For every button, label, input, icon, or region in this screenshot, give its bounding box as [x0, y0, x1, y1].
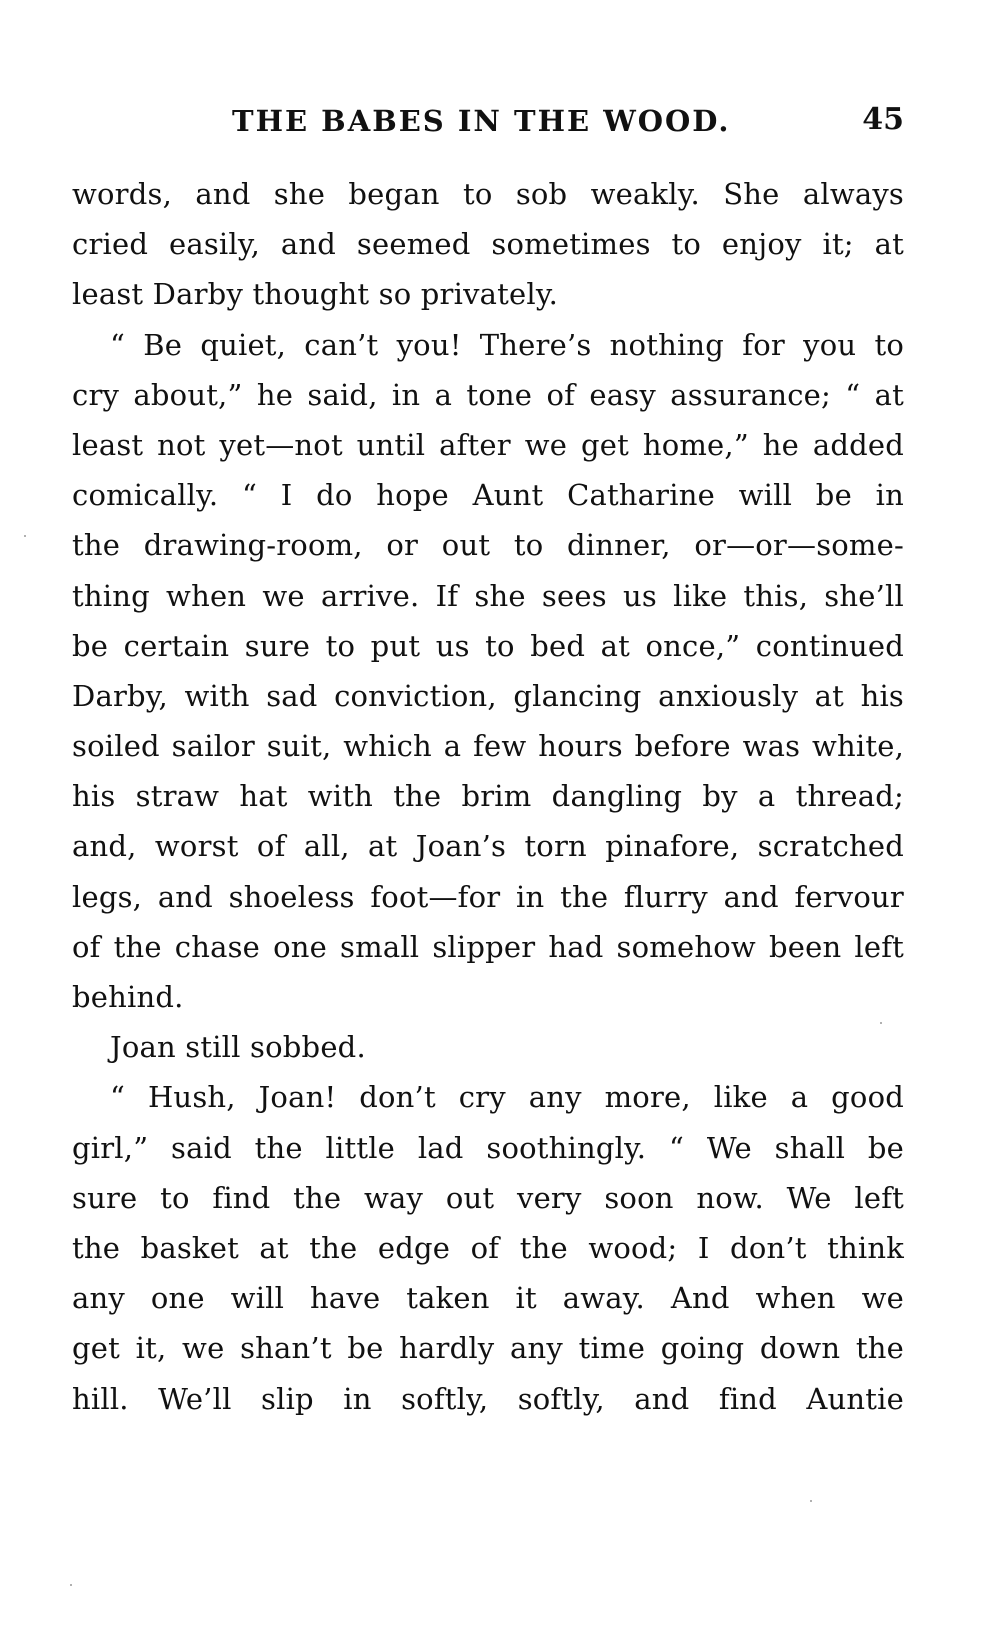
text-line: soiled sailor suit, which a few hours before was white,	[72, 729, 904, 764]
paper-speck	[70, 1584, 72, 1586]
text-line: words, and she began to sob weakly. She always	[72, 177, 904, 211]
paper-speck	[810, 1500, 812, 1502]
text-line: least not yet—not until after we get home,” he added	[72, 427, 904, 462]
running-title: THE BABES IN THE WOOD.	[232, 104, 731, 138]
body-text	[72, 169, 904, 1424]
text-line: “ Be quiet, can’t you! There’s nothing for you to	[110, 327, 904, 362]
text-line: be certain sure to put us to bed at once,” continued	[72, 628, 904, 663]
page-number: 45	[862, 102, 904, 137]
text-line: his straw hat with the brim dangling by a thread;	[72, 779, 904, 814]
text-line: thing when we arrive. If she sees us like this, she’ll	[72, 578, 904, 613]
text-line: least Darby thought so privately.	[72, 277, 559, 312]
running-head	[72, 100, 904, 144]
text-line: of the chase one small slipper had somehow been left	[72, 929, 904, 964]
text-line: any one will have taken it away. And when we	[72, 1281, 904, 1316]
text-line: cried easily, and seemed sometimes to enjoy it; at	[72, 227, 904, 262]
paper-speck	[880, 1022, 882, 1024]
text-line: the drawing-room, or out to dinner, or—or—some-	[72, 528, 904, 563]
text-line: the basket at the edge of the wood; I don’t think	[72, 1230, 904, 1265]
text-line: Joan still sobbed.	[110, 1030, 366, 1065]
paper-speck	[24, 535, 26, 537]
text-line: behind.	[72, 980, 184, 1014]
text-line: hill. We’ll slip in softly, softly, and find Auntie	[72, 1381, 904, 1416]
text-line: get it, we shan’t be hardly any time going down the	[72, 1331, 904, 1366]
text-line: cry about,” he said, in a tone of easy assurance; “ at	[72, 377, 904, 412]
text-line: “ Hush, Joan! don’t cry any more, like a good	[110, 1080, 904, 1115]
text-line: girl,” said the little lad soothingly. “ We shall be	[72, 1130, 904, 1165]
text-line: comically. “ I do hope Aunt Catharine will be in	[72, 478, 904, 513]
text-line: sure to find the way out very soon now. We left	[72, 1180, 904, 1215]
text-line: Darby, with sad conviction, glancing anxiously at his	[72, 678, 904, 713]
text-line: legs, and shoeless foot—for in the flurry and fervour	[72, 879, 904, 914]
text-line: and, worst of all, at Joan’s torn pinafore, scratched	[72, 829, 904, 864]
